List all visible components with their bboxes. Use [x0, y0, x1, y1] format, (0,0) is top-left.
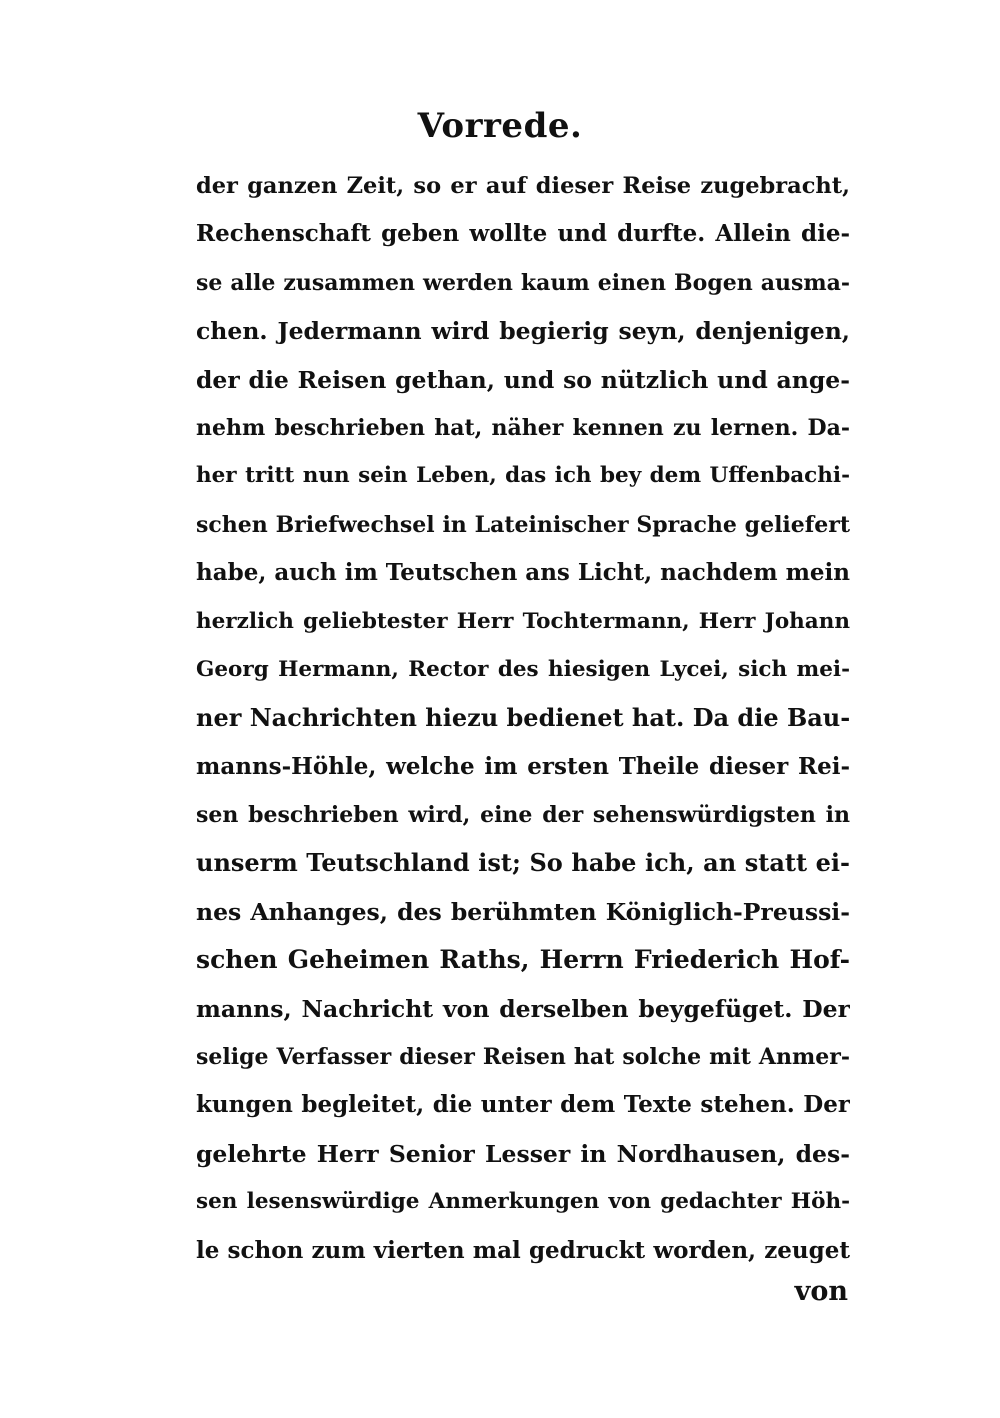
text-line: Rechenschaft geben wollte und durfte. Allein die- — [196, 220, 850, 248]
text-line: kungen begleitet, die unter dem Texte stehen. Der — [196, 1091, 850, 1119]
text-line: nes Anhanges, des berühmten Königlich-Preussi- — [196, 897, 850, 926]
text-line: unserm Teutschland ist; So habe ich, an statt ei- — [196, 848, 850, 878]
text-line: sen lesenswürdige Anmerkungen von gedachter Höh- — [196, 1189, 850, 1215]
text-line: selige Verfasser dieser Reisen hat solche mit Anmer- — [196, 1044, 850, 1071]
text-line: herzlich geliebtester Herr Tochtermann, Herr Johann — [196, 608, 850, 634]
text-line: sen beschrieben wird, eine der sehenswürdigsten in — [196, 802, 850, 829]
text-line: nehm beschrieben hat, näher kennen zu lernen. Da- — [196, 414, 850, 441]
running-head: Vorrede. — [417, 106, 583, 146]
text-line: schen Geheimen Raths, Herrn Friederich Hof- — [196, 945, 850, 975]
text-line: le schon zum vierten mal gedruckt worden, zeuget — [196, 1236, 850, 1264]
text-line: der die Reisen gethan, und so nützlich und ange- — [196, 365, 850, 394]
text-line: ner Nachrichten hiezu bedienet hat. Da die Bau- — [196, 703, 850, 733]
text-line: se alle zusammen werden kaum einen Bogen ausma- — [196, 269, 850, 296]
text-line: manns, Nachricht von derselben beygefüget. Der — [196, 994, 850, 1023]
text-line: gelehrte Herr Senior Lesser in Nordhausen, des- — [196, 1139, 850, 1168]
text-line: schen Briefwechsel in Lateinischer Sprache geliefert — [196, 511, 850, 538]
body-text — [196, 162, 850, 1275]
text-line: her tritt nun sein Leben, das ich bey dem Uffenbachi- — [196, 463, 850, 489]
text-line: chen. Jedermann wird begierig seyn, denjenigen, — [196, 317, 850, 346]
text-line: habe, auch im Teutschen ans Licht, nachdem mein — [196, 559, 850, 587]
text-line: der ganzen Zeit, so er auf dieser Reise zugebracht, — [196, 173, 850, 199]
text-line: manns-Höhle, welche im ersten Theile dieser Rei- — [196, 752, 850, 780]
text-line: Georg Hermann, Rector des hiesigen Lycei, sich mei- — [196, 656, 850, 682]
catchword: von — [794, 1276, 848, 1307]
